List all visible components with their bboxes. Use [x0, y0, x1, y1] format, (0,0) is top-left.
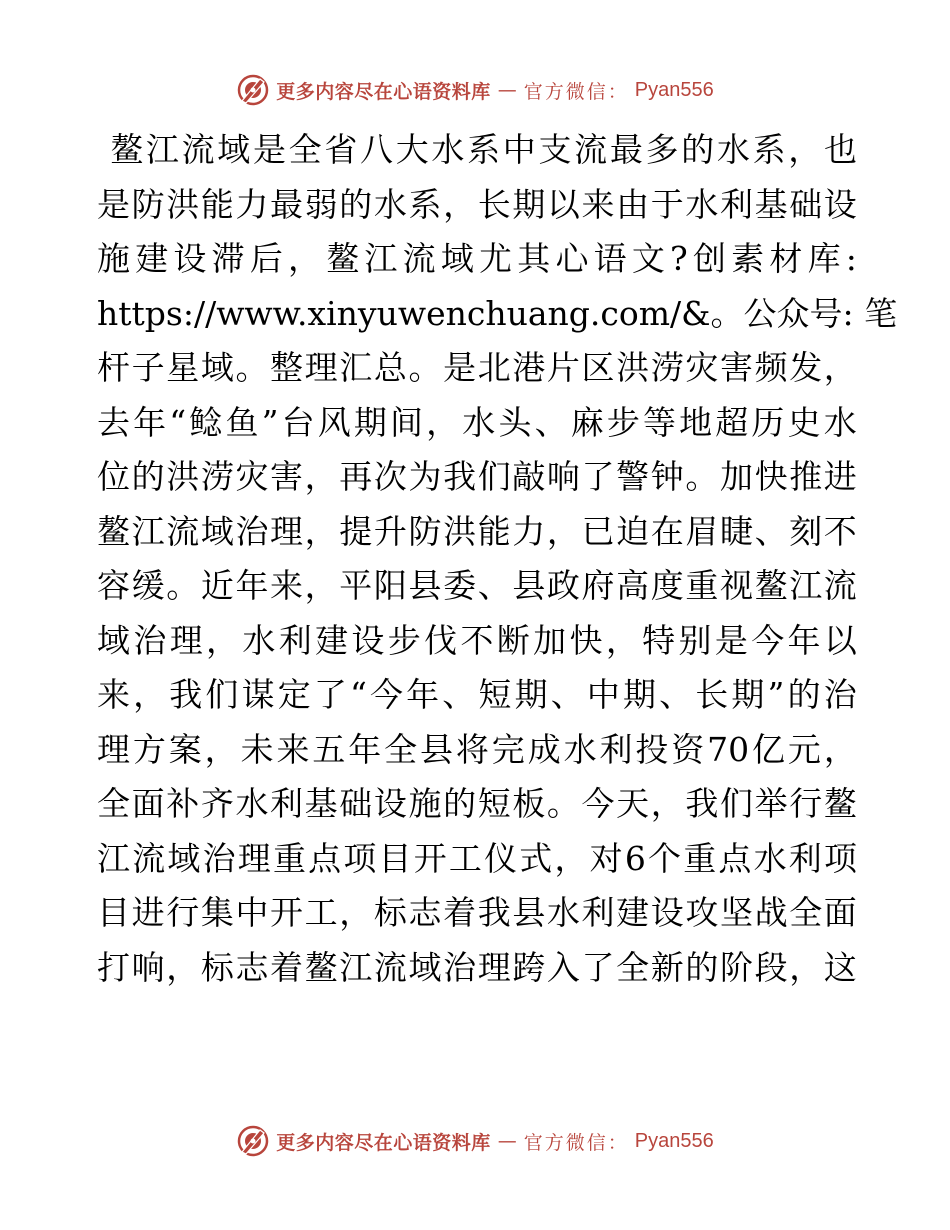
footer-banner-text: 更多内容尽在心语资料库: [276, 1131, 491, 1154]
body-line: 全 面 补 齐 水 利 基 础 设 施 的 短 板 。 今 天 ， 我 们 举 行 鳌: [97, 784, 857, 823]
body-line: 位 的 洪 涝 灾 害 ， 再 次 为 我 们 敲 响 了 警 钟 。 加 快 推 进: [97, 457, 857, 496]
header-wechat-label: 官方微信：: [523, 80, 629, 103]
body-line: 来 ， 我 们 谋 定 了 “ 今 年 、 短 期 、 中 期 、 长 期 ” 的 治: [97, 675, 857, 714]
pen-logo-icon: [236, 1124, 270, 1158]
document-body: [97, 123, 898, 995]
header-wechat-id: Pyan556: [634, 78, 714, 101]
pen-logo-icon: [236, 73, 270, 107]
body-line: https://www.xinyuwenchuang.com/& 。 公 众 号 : 笔: [97, 293, 898, 333]
footer-banner-dash: —: [497, 1130, 517, 1152]
body-line: 理 方 案 ， 未 来 五 年 全 县 将 完 成 水 利 投 资 70 亿 元 ，: [97, 729, 857, 769]
footer-wechat-id: Pyan556: [634, 1129, 714, 1152]
body-line: 去 年 “ 鲶 鱼 ” 台 风 期 间 ， 水 头 、 麻 步 等 地 超 历 史 水: [97, 402, 857, 442]
header-banner: [0, 70, 950, 110]
body-line: 目 进 行 集 中 开 工 ， 标 志 着 我 县 水 利 建 设 攻 坚 战 全 面: [97, 893, 857, 932]
body-line: 杆 子 星 域 。 整 理 汇 总 。 是 北 港 片 区 洪 涝 灾 害 频 发 ，: [97, 348, 857, 387]
body-line: 打 响 ， 标 志 着 鳌 江 流 域 治 理 跨 入 了 全 新 的 阶 段 ， 这: [97, 947, 857, 987]
header-banner-dash: —: [497, 79, 517, 101]
body-line: 鳌 江 流 域 治 理 ， 提 升 防 洪 能 力 ， 已 迫 在 眉 睫 、 刻 不: [97, 511, 857, 551]
body-line: 是 防 洪 能 力 最 弱 的 水 系 ， 长 期 以 来 由 于 水 利 基 础 设: [97, 184, 857, 224]
footer-wechat-label: 官方微信：: [523, 1131, 629, 1154]
footer-banner: [0, 1121, 950, 1161]
body-line: 域 治 理 ， 水 利 建 设 步 伐 不 断 加 快 ， 特 别 是 今 年 以: [97, 620, 857, 660]
header-banner-text: 更多内容尽在心语资料库: [276, 80, 491, 103]
body-line: 鳌 江 流 域 是 全 省 八 大 水 系 中 支 流 最 多 的 水 系 ， 也: [110, 130, 857, 169]
body-line: 江 流 域 治 理 重 点 项 目 开 工 仪 式 ， 对 6 个 重 点 水 利 项: [97, 838, 857, 878]
body-line: 施 建 设 滞 后 ， 鳌 江 流 域 尤 其 心 语 文 ? 创 素 材 库 :: [97, 239, 857, 278]
body-line: 容 缓 。 近 年 来 ， 平 阳 县 委 、 县 政 府 高 度 重 视 鳌 江 流: [97, 566, 857, 605]
